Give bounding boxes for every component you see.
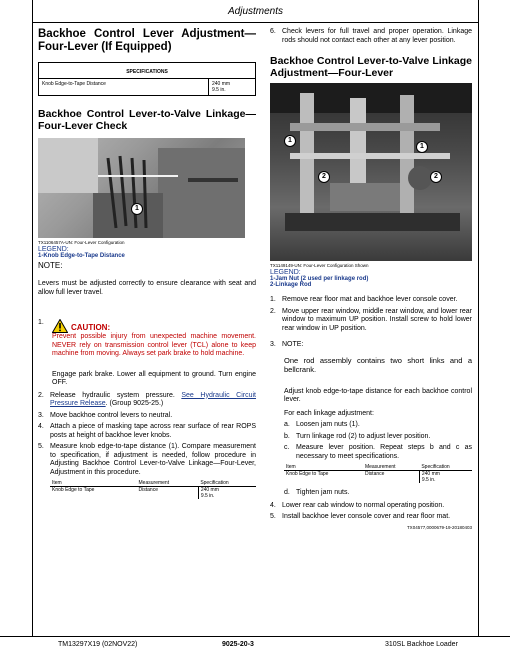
photo-caption: TX1149149-UN: Four-Lever Configuration Shown (270, 263, 369, 268)
left-column (38, 28, 256, 499)
note-title: NOTE: (282, 341, 304, 348)
caution-text: Prevent possible injury from unexpected machine movement. NEVER rely on transmission control lever (TCL) alone to keep machine from moving. Always set park brake to hold machine. (52, 333, 256, 357)
substep-text: Tighten jam nuts. (296, 489, 350, 496)
step-text: Lower rear cab window to normal operating position. (282, 501, 445, 509)
table-row (50, 487, 256, 500)
caution-warning-icon (52, 319, 68, 333)
step-text: Move upper rear window, middle rear window, and lower rear window to maximum UP position. Install screw to hold lower rear window in UP position. (282, 307, 472, 332)
step-text: Measure knob edge-to-tape distance (1). Compare measurement to specification, if adjustment is needed, follow procedure in Adjusting Backhoe Control Lever-to-Valve Linkage—Four-Lever, Adjustment in this procedure. (50, 443, 256, 476)
step-number: 5. (270, 513, 276, 520)
footer-model: 310SL Backhoe Loader (385, 641, 458, 648)
specifications-title: SPECIFICATIONS (39, 63, 255, 79)
table-cell-mm: 240 mm (421, 471, 440, 477)
step-text: Install backhoe lever console cover and rear floor mat. (282, 513, 451, 520)
step-number: 4. (270, 501, 276, 509)
substep-c (284, 444, 472, 461)
table-header-measurement: Measurement (137, 480, 199, 487)
footer-page-number: 9025-20-3 (222, 641, 254, 648)
step-number: 4. (38, 423, 44, 430)
callout-linkage-rod-right: 2 (430, 171, 442, 183)
step-text: Check levers for full travel and proper operation. Linkage rods should not contact each other at any lever position. (282, 28, 472, 44)
step-4 (38, 423, 256, 440)
legend-title: LEGEND: (38, 246, 69, 253)
callout-linkage-rod-left: 2 (318, 171, 330, 183)
header-rule (32, 22, 479, 23)
substeps (284, 421, 472, 498)
spec-value-in: 9.5 in. (212, 87, 226, 93)
step-text: Move backhoe control levers to neutral. (50, 411, 173, 419)
spec-label: Knob Edge-to-Tape Distance (39, 79, 209, 95)
note-text: One rod assembly contains two short links and a bellcrank. (284, 355, 472, 374)
substep-text: Loosen jam nuts (1). (296, 421, 360, 428)
spec-value (209, 79, 255, 95)
table-header-item: Item (284, 464, 363, 471)
footer-rule (0, 636, 510, 637)
legend-item: 1-Knob Edge-to-Tape Distance (38, 253, 125, 259)
table-header-specification: Specification (419, 464, 472, 471)
table-cell-specification (198, 487, 256, 500)
substep-b (284, 433, 472, 442)
legend-item-jam-nut: 1-Jam Nut (2 used per linkage rod) (270, 276, 369, 282)
step-5 (38, 443, 256, 477)
section-header: Adjustments (227, 6, 284, 17)
substep-text: Measure lever position. Repeat steps b and c as necessary to meet specifications. (296, 444, 472, 460)
table-cell-mm: 240 mm (200, 487, 219, 493)
caution-number: 1. (38, 319, 44, 326)
right-column (270, 28, 472, 530)
step-text: Attach a piece of masking tape across rear surface of rear ROPS posts at height of backhoe lever knobs. (50, 423, 256, 439)
step-number: 2. (270, 307, 276, 315)
table-cell-item: Knob Edge to Tape (286, 471, 329, 477)
right-step-3-note (270, 341, 472, 350)
photo-caption: TX1106457A-UN: Four-Lever Configuration (38, 240, 125, 245)
linkage-adjustment-title: Backhoe Control Lever-to-Valve Linkage Adjustment—Four-Lever (270, 55, 472, 79)
step-number: 5. (38, 443, 44, 450)
each-linkage-text: For each linkage adjustment: (284, 409, 374, 417)
table-cell-measurement: Distance (138, 487, 158, 493)
spec-table-right (284, 464, 472, 483)
park-brake-text: Engage park brake. Lower all equipment to ground. Turn engine OFF. (52, 370, 256, 386)
step-3 (38, 412, 256, 421)
step-6 (270, 28, 472, 45)
hydraulic-pressure-link[interactable]: See Hydraulic Circuit Pressure Release (50, 391, 256, 407)
step-text (50, 392, 256, 409)
step-text: Remove rear floor mat and backhoe lever console cover. (282, 296, 458, 303)
substep-a (284, 421, 472, 430)
linkage-photo (270, 83, 472, 261)
table-row (284, 471, 472, 484)
callout-jam-nut-left: 1 (284, 135, 296, 147)
specifications-row (39, 79, 255, 95)
note-text: Levers must be adjusted correctly to ensure clearance with seat and allow full lever travel. (38, 280, 256, 296)
adjustment-title: Backhoe Control Lever Adjustment—Four-Lever (If Equipped) (38, 28, 256, 53)
right-step-5 (270, 513, 472, 522)
caution-heading (38, 319, 256, 333)
spec-value-mm: 240 mm (212, 81, 231, 87)
table-cell-in: 9.5 in. (200, 493, 215, 499)
step-text-pre: Release hydraulic system pressure. (50, 391, 175, 399)
step-number: 3. (38, 411, 44, 419)
substep-letter: a. (284, 421, 290, 428)
note-title: NOTE: (38, 261, 63, 270)
table-header-measurement: Measurement (363, 464, 419, 471)
page-frame-left (32, 0, 33, 636)
table-header-specification: Specification (198, 480, 256, 487)
spec-table-left (50, 480, 256, 499)
substep-d (284, 489, 472, 498)
specifications-box (38, 62, 256, 96)
page-frame-right (478, 0, 479, 636)
step-number: 6. (270, 28, 276, 35)
document-reference: TX04577,0000679-19-20180403 (406, 524, 472, 530)
right-step-1 (270, 296, 472, 305)
table-cell-measurement: Distance (364, 471, 385, 477)
right-step-4 (270, 502, 472, 511)
lever-illustration (38, 138, 245, 238)
substep-letter: b. (284, 432, 290, 440)
legend-title: LEGEND: (270, 269, 301, 276)
adjust-text: Adjust knob edge-to-tape distance for each backhoe control lever. (284, 387, 472, 403)
four-lever-photo (38, 138, 245, 238)
right-step-2 (270, 308, 472, 334)
legend-item-linkage-rod: 2-Linkage Rod (270, 282, 312, 288)
table-cell-in: 9.5 in. (421, 477, 436, 483)
footer-doc-number: TM13297X19 (02NOV22) (58, 641, 138, 648)
caution-label: CAUTION: (71, 323, 111, 332)
table-cell-specification (419, 471, 472, 484)
substep-letter: d. (284, 489, 290, 496)
step-2 (38, 392, 256, 409)
step-number: 2. (38, 391, 44, 399)
table-cell-item: Knob Edge to Tape (52, 487, 95, 493)
substep-letter: c. (284, 444, 290, 451)
linkage-illustration (270, 83, 472, 261)
substep-text: Turn linkage rod (2) to adjust lever position. (296, 432, 431, 440)
callout-jam-nut-right: 1 (416, 141, 428, 153)
step-text-post: . (Group 9025-25.) (105, 400, 164, 407)
step-number: 3. (270, 341, 276, 348)
step-number: 1. (270, 296, 276, 303)
callout-1: 1 (131, 203, 143, 215)
table-header-item: Item (50, 480, 137, 487)
check-title: Backhoe Control Lever-to-Valve Linkage—Four-Lever Check (38, 108, 256, 132)
